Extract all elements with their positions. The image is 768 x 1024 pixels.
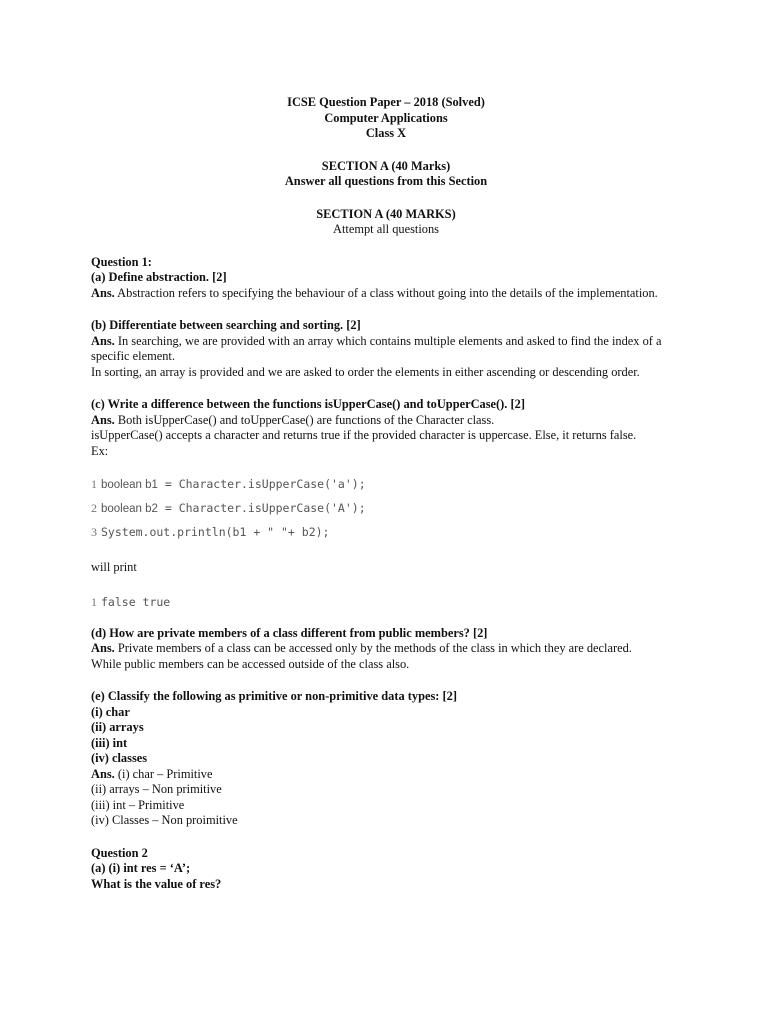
ans-label: Ans.	[91, 641, 115, 655]
section-a-instruction: Answer all questions from this Section	[284, 174, 488, 188]
section-a-instruction-2: Attempt all questions	[333, 222, 439, 236]
q1e-answer-item: (i) char – Primitive	[117, 766, 213, 781]
q1e-item: (ii) arrays	[91, 720, 144, 734]
paper-class: Class X	[365, 126, 407, 140]
q1a-question: (a) Define abstraction. [2]	[91, 270, 227, 284]
code-keyword: boolean b2	[101, 503, 158, 515]
q1b-answer-text: In searching, we are provided with an array which contains multiple elements and asked to find the index of a specific element.	[91, 333, 662, 363]
q1c-example-label: Ex:	[91, 443, 109, 458]
question-1-heading: Question 1:	[91, 254, 152, 269]
code-text: System.out.println(b1 + " "+ b2);	[101, 525, 330, 539]
paper-subject: Computer Applications	[324, 110, 448, 125]
q1c-answer-text-2: isUpperCase() accepts a character and returns true if the provided character is uppercase. Else, it returns false.	[91, 428, 637, 442]
q1b-question: (b) Differentiate between searching and sorting. [2]	[91, 318, 361, 332]
code-line	[91, 520, 681, 544]
q1a-answer-text: Abstraction refers to specifying the behaviour of a class without going into the details of the implementation.	[114, 285, 658, 300]
q1a-answer	[91, 286, 681, 302]
q1d-answer-text: Private members of a class can be accessed only by the methods of the class in which they are declared.	[114, 641, 632, 655]
q1e-question: (e) Classify the following as primitive or non-primitive data types: [2]	[91, 689, 457, 703]
ans-label: Ans.	[91, 412, 115, 427]
will-print-label: will print	[91, 560, 137, 574]
output-text: false true	[101, 594, 171, 609]
ans-label: Ans.	[91, 333, 115, 348]
q1e-item: (iv) classes	[91, 751, 148, 765]
code-text: = Character.isUpperCase('a');	[157, 477, 366, 491]
line-number: 3	[91, 525, 97, 539]
q2a-line: (a) (i) int res = ‘A’;	[91, 861, 191, 875]
code-text: = Character.isUpperCase('A');	[157, 501, 366, 515]
document-page	[91, 95, 681, 892]
q1e-answer	[91, 767, 681, 783]
q1d-question: (d) How are private members of a class different from public members? [2]	[91, 625, 488, 640]
q1d-answer	[91, 641, 681, 657]
section-a-heading-2: SECTION A (40 MARKS)	[316, 206, 456, 221]
line-number: 1	[91, 477, 97, 491]
output-line	[91, 590, 681, 614]
q1e-item: (iii) int	[91, 735, 128, 750]
q1d-answer-text-2: While public members can be accessed outside of the class also.	[91, 656, 410, 671]
q1c-answer	[91, 413, 681, 429]
line-number: 1	[91, 594, 97, 609]
ans-label: Ans.	[91, 285, 115, 300]
ans-label: Ans.	[91, 766, 115, 781]
q1e-answer-item: (iii) int – Primitive	[91, 797, 185, 812]
q2a-line-2: What is the value of res?	[91, 876, 222, 891]
question-2-heading: Question 2	[91, 845, 148, 860]
code-line	[91, 496, 681, 520]
q1c-answer-text: Both isUpperCase() and toUpperCase() are functions of the Character class.	[114, 412, 495, 427]
line-number: 2	[91, 501, 97, 515]
section-a-heading: SECTION A (40 Marks)	[321, 158, 451, 173]
q1e-item: (i) char	[91, 704, 130, 719]
q1b-answer	[91, 334, 681, 365]
q1c-question: (c) Write a difference between the functions isUpperCase() and toUpperCase(). [2]	[91, 397, 525, 411]
q1e-answer-item: (iv) Classes – Non proimitive	[91, 813, 238, 827]
code-keyword: boolean b1	[101, 479, 158, 491]
paper-title: ICSE Question Paper – 2018 (Solved)	[287, 95, 485, 109]
code-line	[91, 472, 681, 496]
q1e-answer-item: (ii) arrays – Non primitive	[91, 782, 222, 796]
q1b-answer-text-2: In sorting, an array is provided and we are asked to order the elements in either ascending or descending order.	[91, 364, 640, 379]
